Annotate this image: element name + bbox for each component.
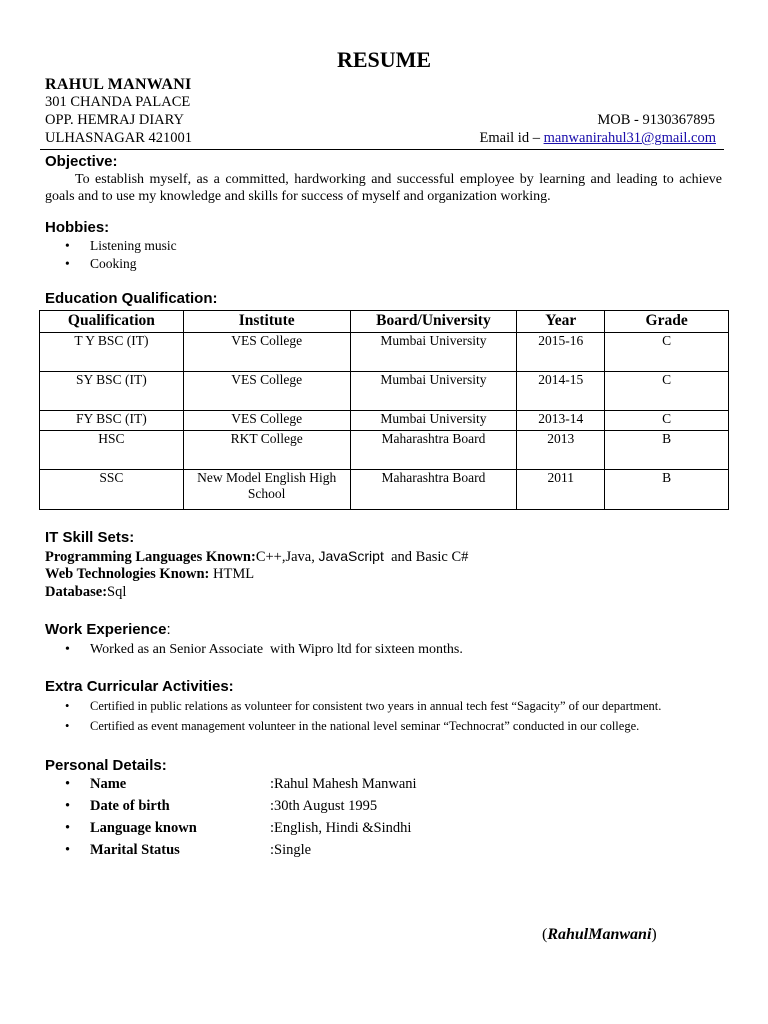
column-header: Grade	[605, 311, 729, 333]
table-row	[40, 431, 729, 470]
email-line	[480, 130, 716, 147]
detail-row	[45, 798, 545, 820]
table-cell: B	[605, 470, 729, 510]
table-cell: Mumbai University	[350, 411, 517, 431]
skill-programming	[45, 547, 468, 566]
table-cell: VES College	[183, 411, 350, 431]
table-cell: C	[605, 333, 729, 372]
table-cell: 2011	[517, 470, 605, 510]
table-cell: FY BSC (IT)	[40, 411, 184, 431]
table-cell: VES College	[183, 333, 350, 372]
detail-value: :30th August 1995	[270, 798, 378, 814]
extra-heading: Extra Curricular Activities:	[45, 678, 234, 695]
table-row	[40, 470, 729, 510]
table-header-row	[40, 311, 729, 333]
table-row	[40, 333, 729, 372]
table-row	[40, 411, 729, 431]
signature-close: )	[651, 926, 657, 943]
table-cell: C	[605, 411, 729, 431]
table-row	[40, 372, 729, 411]
detail-label: Language known	[90, 820, 197, 836]
table-cell: T Y BSC (IT)	[40, 333, 184, 372]
extra-list	[45, 696, 735, 736]
table-cell: 2013-14	[517, 411, 605, 431]
table-cell: SY BSC (IT)	[40, 372, 184, 411]
table-cell: Mumbai University	[350, 333, 517, 372]
detail-value: :Rahul Mahesh Manwani	[270, 776, 417, 792]
column-header: Year	[517, 311, 605, 333]
table-cell: Maharashtra Board	[350, 431, 517, 470]
detail-label: Date of birth	[90, 798, 170, 814]
detail-row	[45, 842, 545, 864]
skill-value: JavaScript	[318, 548, 384, 564]
table-cell: SSC	[40, 470, 184, 510]
hobbies-heading: Hobbies:	[45, 219, 110, 236]
work-heading-colon: :	[166, 621, 171, 638]
detail-value: :English, Hindi &Sindhi	[270, 820, 412, 836]
bullet: •	[65, 776, 71, 792]
detail-value: :Single	[270, 842, 312, 858]
address-line-3: ULHASNAGAR 421001	[45, 130, 193, 146]
table-cell: B	[605, 431, 729, 470]
table-cell: HSC	[40, 431, 184, 470]
list-item: • Certified in public relations as volunteer for consistent two years in annual tech fest “Sagacity” of our department.	[45, 696, 735, 716]
personal-heading: Personal Details:	[45, 757, 167, 774]
signature	[542, 926, 657, 944]
hobbies-list	[45, 237, 177, 273]
work-heading	[45, 621, 171, 638]
skills-heading: IT Skill Sets:	[45, 529, 135, 546]
bullet: •	[65, 842, 71, 858]
table-cell: 2013	[517, 431, 605, 470]
signature-name: RahulManwani	[547, 926, 652, 943]
list-item: • Certified as event management volunteer in the national level seminar “Technocrat” conducted in our college.	[45, 716, 735, 736]
list-item: • Worked as an Senior Associate with Wipro ltd for sixteen months.	[45, 641, 463, 659]
column-header: Board/University	[350, 311, 517, 333]
detail-label: Name	[90, 776, 127, 792]
table-cell: 2015-16	[517, 333, 605, 372]
objective-text: To establish myself, as a committed, hardworking and successful employee by learning and leading to achieve goals and to use my knowledge and skills for success of myself and organization working.	[45, 172, 722, 204]
skill-label: Web Technologies Known:	[45, 566, 213, 582]
skill-label: Database:	[45, 584, 108, 600]
address-line-2: OPP. HEMRAJ DIARY	[45, 112, 184, 128]
skill-web	[45, 565, 254, 583]
skill-value: HTML	[213, 566, 255, 582]
work-list	[45, 641, 463, 659]
skill-database	[45, 583, 126, 601]
detail-label: Marital Status	[90, 842, 180, 858]
detail-row	[45, 776, 545, 798]
table-cell: New Model English High School	[183, 470, 350, 510]
table-cell: VES College	[183, 372, 350, 411]
skill-label: Programming Languages Known:	[45, 549, 256, 565]
column-header: Institute	[183, 311, 350, 333]
email-link[interactable]: manwanirahul31@gmail.com	[543, 130, 716, 146]
skill-value: C++,Java,	[255, 549, 319, 565]
skill-value: and Basic C#	[383, 549, 469, 565]
table-cell: Maharashtra Board	[350, 470, 517, 510]
mobile-number: MOB - 9130367895	[597, 112, 715, 128]
email-label: Email id –	[479, 130, 544, 146]
education-table	[39, 310, 729, 510]
table-cell: C	[605, 372, 729, 411]
candidate-name: RAHUL MANWANI	[45, 76, 192, 93]
header-divider	[40, 149, 724, 150]
table-cell: 2014-15	[517, 372, 605, 411]
detail-row	[45, 820, 545, 842]
bullet: •	[65, 798, 71, 814]
page-title: RESUME	[336, 47, 432, 72]
list-item: • Cooking	[45, 255, 177, 273]
list-item: • Listening music	[45, 237, 177, 255]
objective-heading: Objective:	[45, 153, 118, 170]
skill-value: Sql	[107, 584, 127, 600]
address-line-1: 301 CHANDA PALACE	[45, 94, 191, 110]
personal-details	[45, 776, 545, 864]
table-cell: Mumbai University	[350, 372, 517, 411]
work-heading-text: Work Experience	[45, 621, 167, 638]
column-header: Qualification	[40, 311, 184, 333]
signature-open: (	[542, 926, 548, 943]
education-heading: Education Qualification:	[45, 290, 218, 307]
bullet: •	[65, 820, 71, 836]
table-cell: RKT College	[183, 431, 350, 470]
